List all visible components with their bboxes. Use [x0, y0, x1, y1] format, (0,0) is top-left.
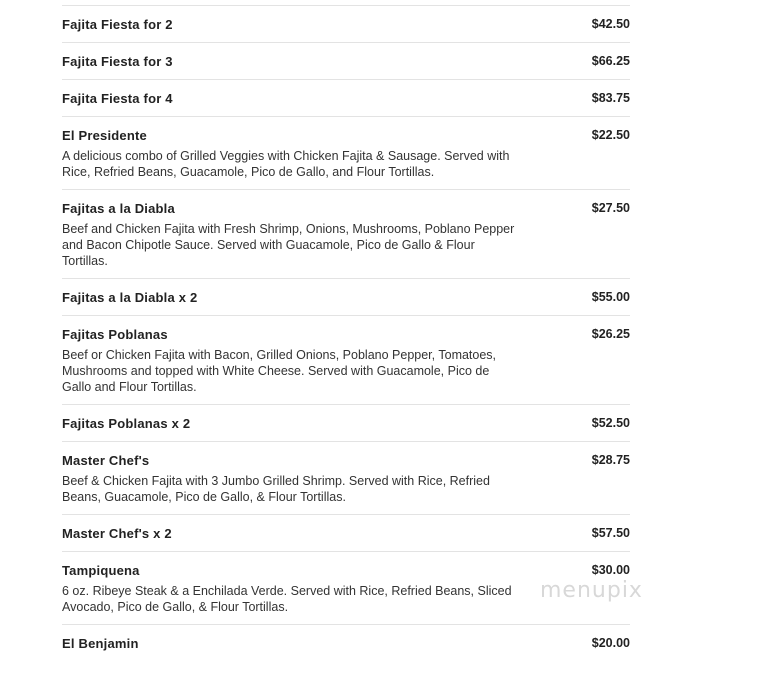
menu-item-description: 6 oz. Ribeye Steak & a Enchilada Verde. Served with Rice, Refried Beans, Sliced Avocado, Pico de Gallo, & Flour Tortillas. [62, 584, 512, 614]
menu-item [62, 6, 630, 43]
menu-item-price: $27.50 [591, 201, 630, 215]
menu-item [62, 117, 630, 190]
menu-item-name: Fajitas a la Diabla x 2 [62, 290, 198, 305]
menu-item-name: Fajita Fiesta for 2 [62, 17, 173, 32]
menupix-watermark: menupix [540, 578, 643, 603]
menu-item [62, 515, 630, 552]
menu-item-header [62, 15, 630, 34]
menu-item-price: $28.75 [591, 453, 630, 467]
menu-item-header [62, 325, 630, 344]
menu-item-price: $52.50 [591, 416, 630, 430]
menu-item-name: Master Chef's [62, 453, 150, 468]
menu-item-price: $57.50 [591, 526, 630, 540]
menu-item-price: $42.50 [591, 17, 630, 31]
menu-item-name: El Benjamin [62, 636, 139, 651]
menu-item-header [62, 288, 630, 307]
menu-item [62, 625, 630, 661]
menu-list [62, 5, 630, 661]
menu-item-price: $30.00 [591, 563, 630, 577]
menu-item-description: Beef & Chicken Fajita with 3 Jumbo Grilled Shrimp. Served with Rice, Refried Beans, Guacamole, Pico de Gallo, & Flour Tortillas. [62, 474, 490, 504]
menu-item-price: $83.75 [591, 91, 630, 105]
menu-item-name: Fajitas a la Diabla [62, 201, 175, 216]
menu-item-name: Fajita Fiesta for 4 [62, 91, 173, 106]
menu-item-header [62, 451, 630, 470]
menu-item [62, 405, 630, 442]
menu-item-price: $22.50 [591, 128, 630, 142]
menu-item [62, 442, 630, 515]
menu-item-description: Beef or Chicken Fajita with Bacon, Grilled Onions, Poblano Pepper, Tomatoes, Mushrooms and topped with White Cheese. Served with Guacamole, Pico de Gallo and Flour Tortillas. [62, 348, 497, 394]
menu-item-header [62, 634, 630, 653]
menu-item [62, 80, 630, 117]
menu-item-header [62, 524, 630, 543]
menu-item [62, 190, 630, 279]
menu-item-name: El Presidente [62, 128, 147, 143]
menu-item-name: Master Chef's x 2 [62, 526, 172, 541]
menu-item-header [62, 89, 630, 108]
menu-item-name: Tampiquena [62, 563, 140, 578]
menu-item-header [62, 126, 630, 145]
menu-item [62, 43, 630, 80]
menu-item-description: A delicious combo of Grilled Veggies with Chicken Fajita & Sausage. Served with Rice, Refried Beans, Guacamole, Pico de Gallo, and Flour Tortillas. [62, 149, 510, 179]
menu-item-description: Beef and Chicken Fajita with Fresh Shrimp, Onions, Mushrooms, Poblano Pepper and Bacon Chipotle Sauce. Served with Guacamole, Pico de Gallo & Flour Tortillas. [62, 222, 515, 268]
menu-item-price: $20.00 [591, 636, 630, 650]
menu-item-price: $55.00 [591, 290, 630, 304]
menu-item [62, 316, 630, 405]
menu-item-name: Fajitas Poblanas x 2 [62, 416, 191, 431]
menu-item-name: Fajitas Poblanas [62, 327, 168, 342]
menu-item-header [62, 52, 630, 71]
menu-item-name: Fajita Fiesta for 3 [62, 54, 173, 69]
menu-item-header [62, 199, 630, 218]
menu-item-price: $66.25 [591, 54, 630, 68]
menu-item-header [62, 414, 630, 433]
menu-item-price: $26.25 [591, 327, 630, 341]
menu-item [62, 279, 630, 316]
